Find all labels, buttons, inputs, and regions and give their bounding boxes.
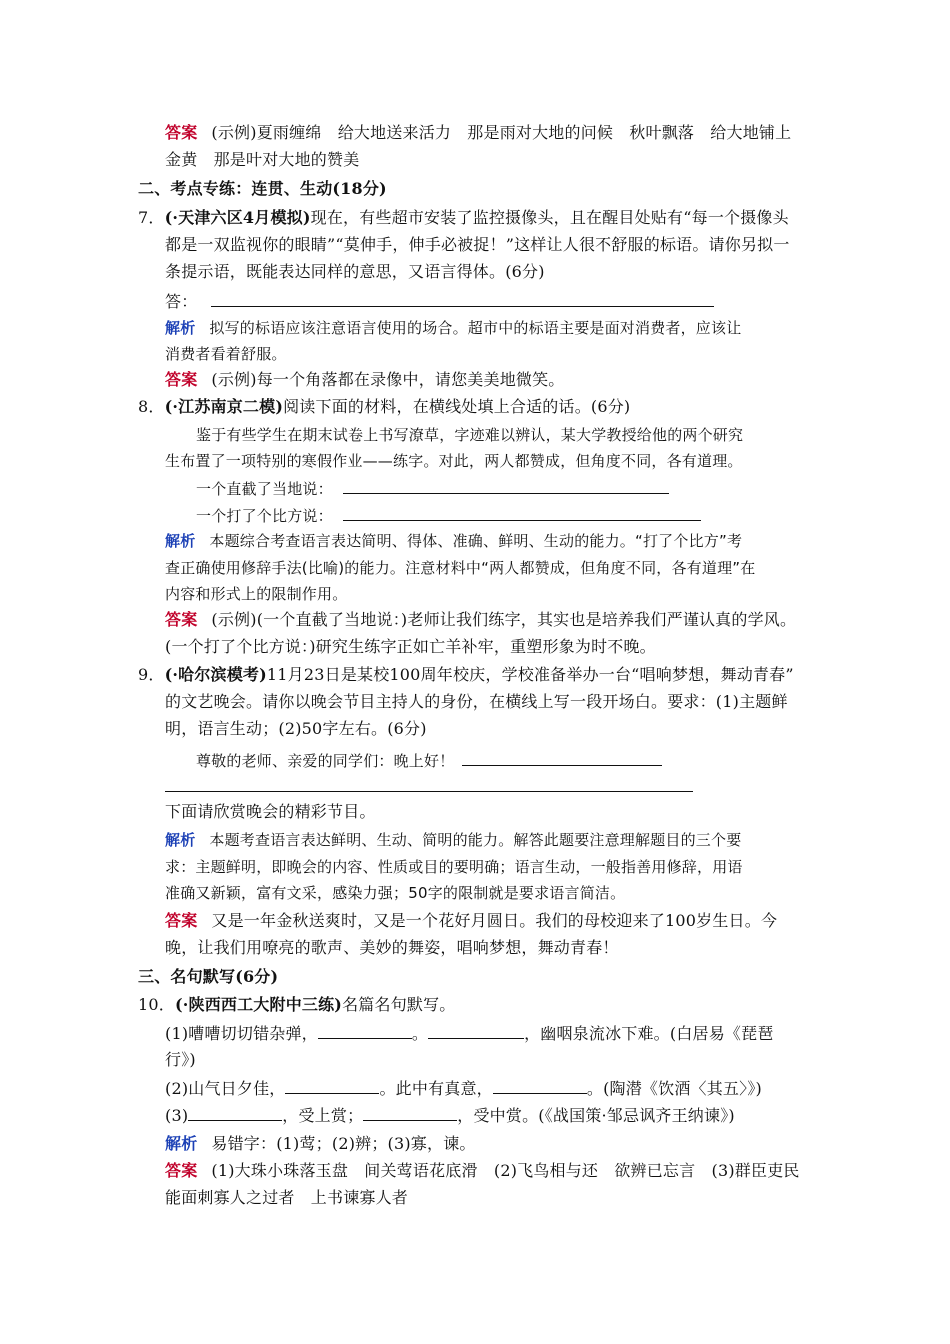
section-3-title: 三、名句默写(6分): [138, 967, 279, 986]
q10-answer-line-2: 能面刺寡人之过者 上书谏寡人者: [165, 1188, 409, 1207]
q9-line-2: 的文艺晚会。请你以晚会节目主持人的身份，在横线上写一段开场白。要求：(1)主题鲜: [165, 692, 788, 711]
q9-analysis-line-2: 求：主题鲜明，即晚会的内容、性质或目的要明确；语言生动，一般指善用修辞，用语: [165, 858, 743, 876]
q9-line-1: 9．(·哈尔滨模考)11月23日是某校100周年校庆，学校准备举办一台“唱响梦想，舞动青春”: [138, 665, 794, 684]
q8-blank-2[interactable]: [343, 504, 701, 521]
q10-source: (·陕西西工大附中三练): [174, 995, 343, 1014]
q7-answer-blank[interactable]: [211, 290, 714, 307]
analysis-label: 解析: [165, 319, 196, 337]
q8-analysis-line-1: 解析 本题综合考查语言表达简明、得体、准确、鲜明、生动的能力。“打了个比方”考: [165, 532, 743, 550]
q10-blank-2[interactable]: [428, 1022, 524, 1039]
q9-blank-2[interactable]: [165, 775, 693, 792]
q8-analysis-line-2: 查正确使用修辞手法(比喻)的能力。注意材料中“两人都赞成，但角度不同，各有道理”在: [165, 559, 756, 577]
q7-line-1: 7．(·天津六区4月模拟)现在，有些超市安装了监控摄像头，且在醒目处贴有“每一个摄像头: [138, 208, 789, 227]
analysis-label: 解析: [165, 831, 196, 849]
answer-label: 答案: [165, 610, 198, 629]
q9-blank-line[interactable]: [165, 775, 693, 798]
q10-blank-1[interactable]: [318, 1022, 412, 1039]
q7-answer: 答案 (示例)每一个角落都在录像中，请您美美地微笑。: [165, 370, 565, 389]
q9-answer-line-2: 晚，让我们用嘹亮的歌声、美妙的舞姿，唱响梦想，舞动青春！: [165, 938, 619, 957]
q8-line-1: 8．(·江苏南京二模)阅读下面的材料，在横线处填上合适的话。(6分): [138, 397, 631, 416]
q8-fill-2[interactable]: 一个打了个比方说：: [196, 504, 701, 527]
q8-blank-1[interactable]: [343, 477, 669, 494]
analysis-label: 解析: [165, 1134, 198, 1153]
q8-analysis-line-3: 内容和形式上的限制作用。: [165, 585, 348, 603]
answer-label: 答案: [165, 911, 198, 930]
q7-line-3: 条提示语，既能表达同样的意思，又语言得体。(6分): [165, 262, 545, 281]
q10-blank-6[interactable]: [363, 1104, 457, 1121]
q8-answer-line-2: (一个打了个比方说：)研究生练字正如亡羊补牢，重塑形象为时不晚。: [165, 637, 656, 656]
q7-analysis-line-1: 解析 拟写的标语应该注意语言使用的场合。超市中的标语主要是面对消费者，应该让: [165, 319, 742, 337]
q7-number: 7．: [138, 208, 165, 227]
q10-blank-4[interactable]: [493, 1077, 587, 1094]
answer-label: 答案: [165, 370, 198, 389]
q7-source: (·天津六区4月模拟): [164, 208, 311, 227]
q10-item-1[interactable]: (1)嘈嘈切切错杂弹， 。 ，幽咽泉流冰下难。(白居易《琵琶: [165, 1024, 774, 1043]
q8-number: 8．: [138, 397, 165, 416]
q10-blank-3[interactable]: [285, 1077, 379, 1094]
answer-label: 答案: [165, 123, 198, 142]
q10-item-2[interactable]: (2)山气日夕佳， 。此中有真意， 。(陶潜《饮酒〈其五〉》): [165, 1079, 762, 1098]
q10-line-1: 10．(·陕西西工大附中三练)名篇名句默写。: [138, 995, 456, 1014]
q10-item-3[interactable]: (3) ，受上赏； ，受中赏。(《战国策·邹忌讽齐王纳谏》): [165, 1106, 735, 1125]
answer-label: 答案: [165, 1161, 198, 1180]
q9-analysis-line-3: 准确又新颖，富有文采，感染力强；50字的限制就是要求语言简洁。: [165, 884, 626, 902]
q9-analysis-line-1: 解析 本题考查语言表达鲜明、生动、简明的能力。解答此题要注意理解题目的三个要: [165, 831, 742, 849]
q7-answer-field[interactable]: 答：: [165, 290, 714, 313]
q10-answer-line-1: 答案 (1)大珠小珠落玉盘 间关莺语花底滑 (2)飞鸟相与还 欲辨已忘言 (3)群臣吏民: [165, 1161, 800, 1180]
q9-closing: 下面请欣赏晚会的精彩节目。: [165, 802, 376, 821]
q8-answer-line-1: 答案 (示例)(一个直截了当地说：)老师让我们练字，其实也是培养我们严谨认真的学风。: [165, 610, 797, 629]
q9-blank-1[interactable]: [462, 749, 662, 766]
q6-answer-line-2: 金黄 那是叶对大地的赞美: [165, 150, 360, 169]
section-2-title: 二、考点专练：连贯、生动(18分): [138, 179, 387, 198]
q9-greeting[interactable]: 尊敬的老师、亲爱的同学们：晚上好！: [196, 749, 662, 772]
q6-answer-line-1: 答案 (示例)夏雨缠绵 给大地送来活力 那是雨对大地的问候 秋叶飘落 给大地铺上: [165, 123, 792, 142]
q10-number: 10．: [138, 995, 175, 1014]
q9-number: 9．: [138, 665, 165, 684]
analysis-label: 解析: [165, 532, 196, 550]
q9-answer-line-1: 答案 又是一年金秋送爽时，又是一个花好月圆日。我们的母校迎来了100岁生日。今: [165, 911, 778, 930]
q10-blank-5[interactable]: [188, 1104, 282, 1121]
q8-material-line-1: 鉴于有些学生在期末试卷上书写潦草，字迹难以辨认，某大学教授给他的两个研究: [196, 426, 744, 444]
q8-material-line-2: 生布置了一项特别的寒假作业——练字。对此，两人都赞成，但角度不同，各有道理。: [165, 452, 743, 470]
q10-item-1-cont: 行》): [165, 1050, 196, 1069]
q10-analysis: 解析 易错字：(1)莺；(2)辨；(3)寡，谏。: [165, 1134, 476, 1153]
q9-source: (·哈尔滨模考): [164, 665, 267, 684]
q7-line-2: 都是一双监视你的眼睛”“莫伸手，伸手必被捉！”这样让人很不舒服的标语。请你另拟一: [165, 235, 790, 254]
q8-fill-1[interactable]: 一个直截了当地说：: [196, 477, 669, 500]
q9-line-3: 明，语言生动；(2)50字左右。(6分): [165, 719, 427, 738]
q8-source: (·江苏南京二模): [164, 397, 284, 416]
q7-analysis-line-2: 消费者看着舒服。: [165, 345, 287, 363]
